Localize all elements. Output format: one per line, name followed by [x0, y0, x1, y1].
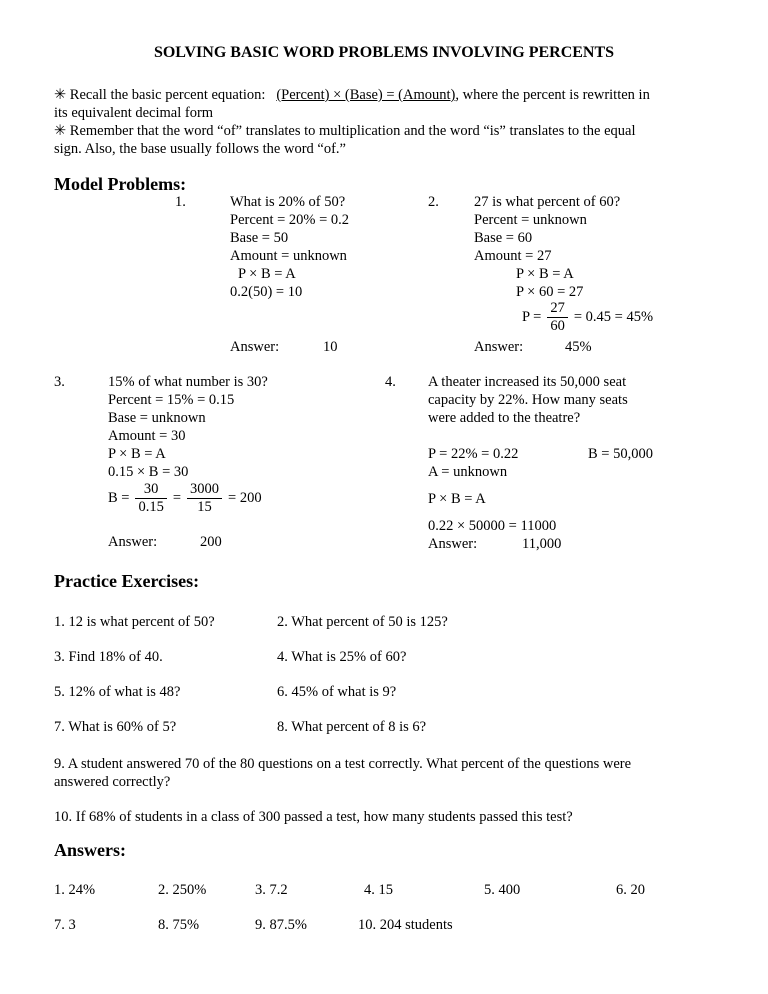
practice-item: 5. 12% of what is 48?: [54, 684, 181, 700]
intro-remember: [54, 122, 636, 140]
recall-equation: (Percent) × (Base) = (Amount): [276, 87, 456, 103]
model-problem-4-given-base: B = 50,000: [588, 446, 653, 462]
model-problem-2-line: Percent = unknown: [474, 212, 587, 228]
practice-item: 3. Find 18% of 40.: [54, 649, 163, 665]
fraction-rhs: = 200: [228, 490, 262, 506]
answer-item: 9. 87.5%: [255, 917, 307, 933]
model-problem-4-given-amount: A = unknown: [428, 464, 508, 480]
practice-item: 1. 12 is what percent of 50?: [54, 614, 215, 630]
model-problem-3-line: 15% of what number is 30?: [108, 374, 268, 390]
model-problem-1-number: 1.: [175, 194, 186, 210]
fraction: [187, 481, 222, 516]
model-problem-4-equation: P × B = A: [428, 491, 486, 507]
model-problem-3-line: Percent = 15% = 0.15: [108, 392, 235, 408]
practice-item: 4. What is 25% of 60?: [277, 649, 407, 665]
model-problem-1-line: Percent = 20% = 0.2: [230, 212, 350, 228]
model-problem-2-line: 27 is what percent of 60?: [474, 194, 621, 210]
answer-item: 7. 3: [54, 917, 76, 933]
model-problem-3-line: Base = unknown: [108, 410, 206, 426]
fraction-rhs: = 0.45 = 45%: [573, 309, 654, 325]
model-problem-3-line: Amount = 30: [108, 428, 186, 444]
model-problem-2-line: Base = 60: [474, 230, 533, 246]
intro-recall: [54, 86, 650, 104]
model-problem-1-answer-label: Answer:: [230, 339, 280, 355]
model-problem-3-number: 3.: [54, 374, 65, 390]
intro-recall-line2: its equivalent decimal form: [54, 105, 214, 121]
practice-item-9-line2: answered correctly?: [54, 774, 171, 790]
practice-item: 6. 45% of what is 9?: [277, 684, 397, 700]
fraction-numerator: 27: [547, 300, 568, 318]
model-problem-3-line: 0.15 × B = 30: [108, 464, 189, 480]
model-problem-2-line: P × B = A: [516, 266, 574, 282]
recall-lead: Recall the basic percent equation:: [69, 87, 266, 103]
answer-item: 8. 75%: [158, 917, 200, 933]
practice-item: 7. What is 60% of 5?: [54, 719, 177, 735]
model-problem-4-answer-value: 11,000: [522, 536, 562, 552]
model-problem-4-answer-label: Answer:: [428, 536, 478, 552]
practice-exercises-heading: Practice Exercises:: [54, 571, 200, 591]
fraction: [135, 481, 166, 516]
model-problem-1-line: Amount = unknown: [230, 248, 347, 264]
model-problem-2-number: 2.: [428, 194, 439, 210]
model-problem-1-line: Base = 50: [230, 230, 289, 246]
asterisk-icon: ✳: [54, 123, 67, 139]
fraction-denominator: 0.15: [138, 499, 164, 515]
model-problem-2-line: P × 60 = 27: [516, 284, 584, 300]
answer-item: 4. 15: [364, 882, 393, 898]
answer-item: 10. 204 students: [358, 917, 453, 933]
model-problem-2-answer-value: 45%: [565, 339, 592, 355]
model-problems-heading: Model Problems:: [54, 174, 187, 194]
model-problem-4-given-percent: P = 22% = 0.22: [428, 446, 519, 462]
model-problem-4-line: capacity by 22%. How many seats: [428, 392, 628, 408]
equals-sign: =: [172, 490, 182, 506]
model-problem-2-line: Amount = 27: [474, 248, 552, 264]
fraction-denominator: 60: [550, 318, 565, 334]
recall-tail: , where the percent is rewritten in: [455, 87, 650, 103]
model-problem-4-number: 4.: [385, 374, 396, 390]
remember-line1: Remember that the word “of” translates to multiplication and the word “is” translates to the equal: [69, 123, 636, 139]
fraction: [547, 300, 568, 335]
fraction-numerator: 30: [135, 481, 166, 499]
model-problem-3-line: P × B = A: [108, 446, 166, 462]
practice-item: 2. What percent of 50 is 125?: [277, 614, 448, 630]
fraction-lhs: B =: [108, 490, 130, 506]
model-problem-2-answer-label: Answer:: [474, 339, 524, 355]
model-problem-1-line: 0.2(50) = 10: [230, 284, 303, 300]
model-problem-1-answer-value: 10: [323, 339, 338, 355]
answer-item: 5. 400: [484, 882, 521, 898]
model-problem-2-fraction-equation: [522, 300, 653, 335]
asterisk-icon: ✳: [54, 87, 67, 103]
model-problem-3-answer-value: 200: [200, 534, 222, 550]
answers-heading: Answers:: [54, 840, 126, 860]
model-problem-1-line: P × B = A: [238, 266, 296, 282]
model-problem-4-calc: 0.22 × 50000 = 11000: [428, 518, 557, 534]
intro-remember-line2: sign. Also, the base usually follows the word “of.”: [54, 141, 346, 157]
answer-item: 2. 250%: [158, 882, 207, 898]
practice-item: 8. What percent of 8 is 6?: [277, 719, 427, 735]
page-title: SOLVING BASIC WORD PROBLEMS INVOLVING PERCENTS: [153, 44, 615, 61]
fraction-denominator: 15: [197, 499, 212, 515]
answer-item: 3. 7.2: [255, 882, 288, 898]
answer-item: 6. 20: [616, 882, 645, 898]
answer-item: 1. 24%: [54, 882, 96, 898]
model-problem-4-line: were added to the theatre?: [428, 410, 581, 426]
model-problem-3-answer-label: Answer:: [108, 534, 158, 550]
model-problem-1-line: What is 20% of 50?: [230, 194, 346, 210]
practice-item-10: 10. If 68% of students in a class of 300 passed a test, how many students passed this test?: [54, 809, 573, 825]
fraction-lhs: P =: [522, 309, 542, 325]
model-problem-3-fraction-equation: [108, 481, 262, 516]
practice-item-9-line1: 9. A student answered 70 of the 80 questions on a test correctly. What percent of the questions were: [54, 756, 632, 772]
model-problem-4-line: A theater increased its 50,000 seat: [428, 374, 627, 390]
fraction-numerator: 3000: [187, 481, 222, 499]
